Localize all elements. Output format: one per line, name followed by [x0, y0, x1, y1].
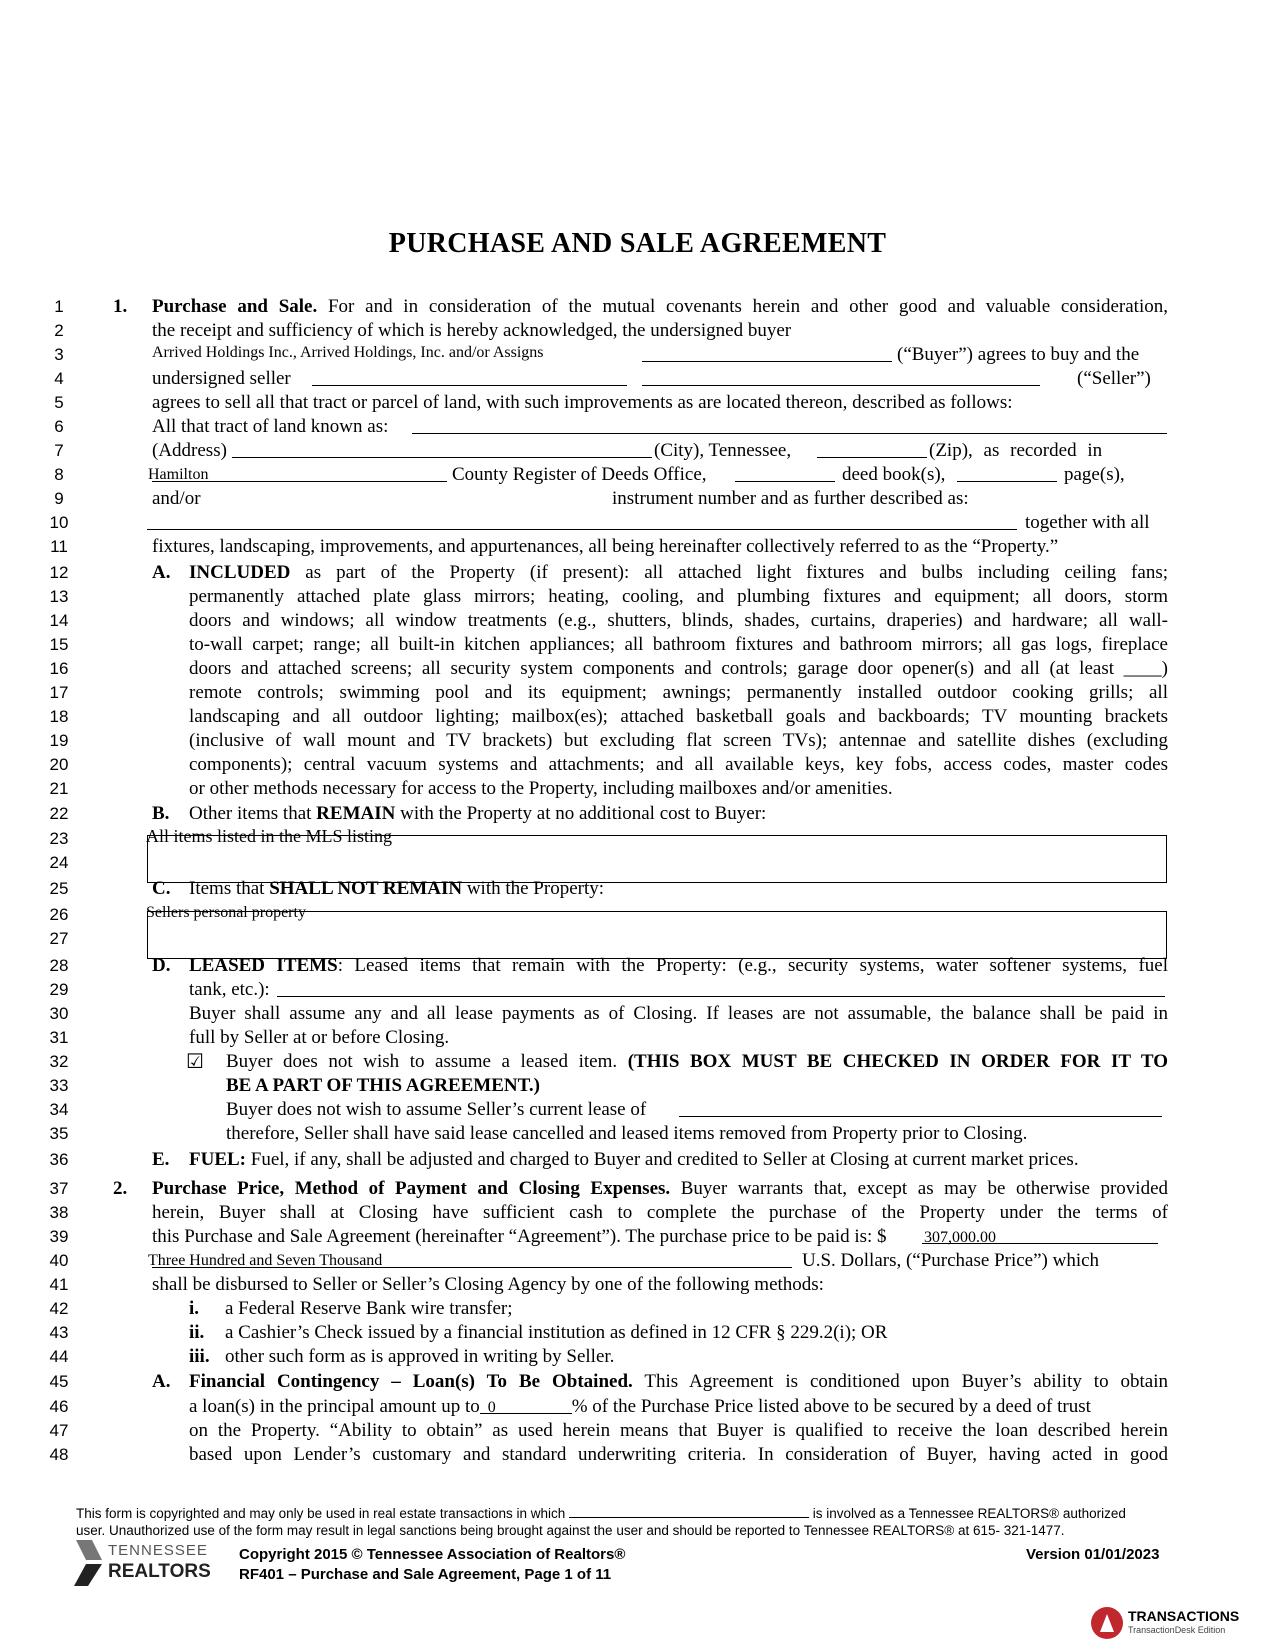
notice-line-2: user. Unauthorized use of the form may result in legal sanctions being brought against the user and should be reported to Tennessee REALTORS® at 615- 321-1477.	[76, 1523, 1065, 1538]
line-number: 8	[54, 465, 64, 484]
line-text: All that tract of land known as:	[152, 416, 389, 437]
line-18	[0, 705, 1275, 729]
line-content	[189, 1443, 1168, 1467]
line-text: (City), Tennessee,	[654, 440, 792, 461]
line-text: therefore, Seller shall have said lease cancelled and leased items removed from Property prior to Closing.	[226, 1123, 1028, 1144]
buyer-name-blank[interactable]	[642, 343, 892, 362]
line-number: 14	[49, 611, 69, 630]
tennessee-realtors-logo	[74, 1540, 214, 1590]
line-content	[152, 535, 1058, 559]
line-38	[0, 1201, 1275, 1225]
line-8	[0, 463, 1275, 487]
line-number: 38	[49, 1203, 69, 1222]
line-32	[0, 1050, 1275, 1074]
section-number: 1.	[113, 296, 128, 317]
line-text: together with all	[1025, 512, 1150, 533]
line-content	[152, 487, 969, 511]
realtors-logo-icon	[74, 1540, 104, 1588]
line-heading: Purchase Price, Method of Payment and Closing Expenses.	[152, 1178, 671, 1199]
line-content	[152, 319, 791, 343]
line-4	[0, 367, 1275, 391]
line-content	[189, 633, 1168, 657]
county-field[interactable]: Hamilton	[148, 466, 209, 483]
remain-items-box[interactable]	[147, 835, 1167, 883]
version-line: Version 01/01/2023	[1026, 1546, 1160, 1563]
line-content	[152, 1148, 1079, 1172]
line-text: (inclusive of wall mount and TV brackets) but excluding flat screen TVs); antennae and satellite dishes (excluding	[189, 730, 1168, 751]
line-text: based upon Lender’s customary and standard underwriting criteria. In consideration of Buyer, having acted in good	[189, 1444, 1168, 1465]
line-number: 21	[49, 779, 69, 798]
transactions-logo-bottom: TransactionDesk Edition	[1128, 1625, 1226, 1635]
line-text: a Federal Reserve Bank wire transfer;	[225, 1298, 513, 1319]
line-15	[0, 633, 1275, 657]
line-content	[189, 1297, 513, 1321]
line-text: permanently attached plate glass mirrors; heating, cooling, and plumbing fixtures and equipment; all doors, storm	[189, 586, 1168, 607]
line-text: deed book(s),	[842, 464, 946, 485]
line-12	[0, 561, 1275, 585]
line-number: 46	[49, 1397, 69, 1416]
line-content	[226, 1122, 1027, 1146]
line-heading: (THIS BOX MUST BE CHECKED IN ORDER FOR IT TO	[627, 1051, 1168, 1072]
line-text: a loan(s) in the principal amount up to	[189, 1396, 480, 1417]
line-number: 35	[49, 1124, 69, 1143]
line-text: other such form as is approved in writing by Seller.	[225, 1346, 615, 1367]
line-text: with the Property at no additional cost to Buyer:	[395, 803, 767, 824]
line-number: 37	[49, 1179, 69, 1198]
line-46	[0, 1395, 1275, 1419]
description-blank[interactable]	[147, 511, 1017, 530]
line-text: as part of the Property (if present): all attached light fixtures and bulbs including ceiling fans;	[290, 562, 1168, 583]
price-words-field[interactable]: Three Hundred and Seven Thousand	[148, 1252, 383, 1269]
line-20	[0, 753, 1275, 777]
line-content	[152, 295, 1168, 319]
line-content	[189, 1395, 1091, 1419]
authorized-user-blank[interactable]	[569, 1505, 809, 1518]
line-text: agrees to sell all that tract or parcel of land, with such improvements as are located thereon, described as follows:	[152, 392, 1013, 413]
line-number: 44	[49, 1347, 69, 1366]
line-content	[189, 609, 1168, 633]
price-words-blank[interactable]	[152, 1249, 792, 1268]
line-text: herein, Buyer shall at Closing have sufficient cash to complete the purchase of the Property under the terms of	[152, 1202, 1168, 1223]
purchase-price-field[interactable]: 307,000.00	[924, 1229, 996, 1246]
item-label: A.	[152, 1371, 171, 1392]
line-number: 20	[49, 755, 69, 774]
line-36	[0, 1148, 1275, 1172]
line-number: 9	[54, 489, 64, 508]
line-content	[152, 1177, 1168, 1201]
line-content	[189, 657, 1168, 681]
city-blank[interactable]	[232, 439, 652, 458]
transactions-logo-top: TRANSACTIONS	[1128, 1608, 1240, 1624]
line-text: on the Property. “Ability to obtain” as used herein means that Buyer is qualified to receive the loan described herein	[189, 1420, 1168, 1441]
line-29	[0, 978, 1275, 1002]
purchase-price-blank[interactable]	[922, 1225, 1158, 1244]
section-number: 2.	[113, 1178, 128, 1199]
line-content	[152, 367, 1151, 391]
line-41	[0, 1273, 1275, 1297]
line-number: 33	[49, 1076, 69, 1095]
line-number: 29	[49, 980, 69, 999]
line-14	[0, 609, 1275, 633]
logo-top-text: TENNESSEE	[108, 1542, 208, 1559]
line-5	[0, 391, 1275, 415]
line-text: full by Seller at or before Closing.	[189, 1027, 450, 1048]
line-19	[0, 729, 1275, 753]
line-number: 41	[49, 1275, 69, 1294]
line-content	[152, 802, 766, 826]
line-text: components); central vacuum systems and attachments; and all available keys, key fobs, access codes, master codes	[189, 754, 1168, 775]
line-number: 16	[49, 659, 69, 678]
line-text: This Agreement is conditioned upon Buyer’s ability to obtain	[632, 1371, 1169, 1392]
form-page-line: RF401 – Purchase and Sale Agreement, Page 1 of 11	[239, 1566, 612, 1583]
line-16	[0, 657, 1275, 681]
county-blank[interactable]	[152, 463, 447, 482]
line-number: 22	[49, 804, 69, 823]
line-17	[0, 681, 1275, 705]
line-heading: INCLUDED	[189, 562, 291, 583]
line-text: to-wall carpet; range; all built-in kitchen appliances; all bathroom fixtures and bathroom mirrors; all gas logs, fireplace	[189, 634, 1168, 655]
line-content	[152, 415, 388, 439]
line-48	[0, 1443, 1275, 1467]
line-number: 17	[49, 683, 69, 702]
line-content	[152, 1273, 824, 1297]
line-text: the receipt and sufficiency of which is hereby acknowledged, the undersigned buyer	[152, 320, 792, 341]
current-lease-blank[interactable]	[679, 1098, 1162, 1117]
line-39	[0, 1225, 1275, 1249]
line-text: landscaping and all outdoor lighting; mailbox(es); attached basketball goals and backboards; TV mounting brackets	[189, 706, 1168, 727]
excluded-items-field[interactable]: Sellers personal property	[146, 904, 306, 921]
line-content	[189, 777, 893, 801]
line-content	[189, 729, 1168, 753]
line-9	[0, 487, 1275, 511]
line-21	[0, 777, 1275, 801]
remain-items-field[interactable]: All items listed in the MLS listing	[146, 826, 393, 846]
line-number: 10	[49, 513, 69, 532]
line-text: shall be disbursed to Seller or Seller’s Closing Agency by one of the following methods:	[152, 1274, 824, 1295]
copyright-line: Copyright 2015 © Tennessee Association of Realtors®	[239, 1546, 626, 1563]
line-heading: LEASED ITEMS	[189, 955, 338, 976]
line-number: 24	[49, 853, 69, 872]
line-40	[0, 1249, 1275, 1273]
line-text: Buyer shall assume any and all lease payments as of Closing. If leases are not assumable, the balance shall be paid in	[189, 1003, 1168, 1024]
line-47	[0, 1419, 1275, 1443]
line-11	[0, 535, 1275, 559]
line-text: doors and attached screens; all security system components and controls; garage door opener(s) and all (at least ____)	[189, 658, 1168, 679]
logo-bottom-text: REALTORS	[108, 1561, 211, 1582]
line-heading: Financial Contingency – Loan(s) To Be Obtained.	[189, 1371, 633, 1392]
transactions-logo	[1090, 1606, 1250, 1642]
line-content	[189, 753, 1168, 777]
line-number: 2	[54, 321, 64, 340]
line-number: 27	[49, 929, 69, 948]
line-content	[189, 978, 270, 1002]
seller-name-blank[interactable]	[312, 367, 627, 386]
line-text: with the Property:	[462, 878, 605, 899]
line-number: 4	[54, 369, 64, 388]
line-number: 1	[54, 297, 64, 316]
line-content	[152, 391, 1013, 415]
line-7	[0, 439, 1275, 463]
line-number: 15	[49, 635, 69, 654]
item-label: B.	[152, 803, 170, 824]
property-address-blank[interactable]	[412, 415, 1167, 434]
line-content	[152, 1370, 1168, 1394]
line-number: 31	[49, 1028, 69, 1047]
deed-book-blank[interactable]	[735, 463, 835, 482]
line-heading: SHALL NOT REMAIN	[269, 878, 463, 899]
line-44	[0, 1345, 1275, 1369]
line-heading: FUEL:	[189, 1149, 246, 1170]
line-number: 30	[49, 1004, 69, 1023]
line-text: % of the Purchase Price listed above to be secured by a deed of trust	[571, 1396, 1091, 1417]
line-6	[0, 415, 1275, 439]
line-content	[189, 1419, 1168, 1443]
line-number: 32	[49, 1052, 69, 1071]
line-text: (“Buyer”) agrees to buy and the	[897, 344, 1140, 365]
line-content	[189, 705, 1168, 729]
line-number: 7	[54, 441, 64, 460]
line-30	[0, 1002, 1275, 1026]
line-37	[0, 1177, 1275, 1201]
line-text: a Cashier’s Check issued by a financial institution as defined in 12 CFR § 229.2(i); OR	[225, 1322, 888, 1343]
line-33	[0, 1074, 1275, 1098]
item-label: C.	[152, 878, 171, 899]
line-number: 39	[49, 1227, 69, 1246]
line-number: 43	[49, 1323, 69, 1342]
line-content	[189, 1321, 887, 1345]
item-label: iii.	[189, 1346, 210, 1367]
line-content	[152, 439, 1103, 463]
copyright-notice	[76, 1505, 1206, 1539]
item-label: E.	[152, 1149, 170, 1170]
line-number: 28	[49, 956, 69, 975]
item-label: i.	[189, 1298, 200, 1319]
item-label: ii.	[189, 1322, 205, 1343]
line-number: 11	[50, 537, 68, 556]
line-number: 5	[54, 393, 64, 412]
line-content	[189, 585, 1168, 609]
line-1	[0, 295, 1275, 319]
line-heading: REMAIN	[316, 803, 396, 824]
line-text: Buyer warrants that, except as may be otherwise provided	[670, 1178, 1168, 1199]
line-43	[0, 1321, 1275, 1345]
item-label: D.	[152, 955, 171, 976]
line-text: fixtures, landscaping, improvements, and appurtenances, all being hereinafter collectively referred to as the “Property.”	[152, 536, 1059, 557]
line-31	[0, 1026, 1275, 1050]
line-content	[152, 1225, 996, 1249]
line-number: 26	[49, 905, 69, 924]
line-42	[0, 1297, 1275, 1321]
line-number: 40	[49, 1251, 69, 1270]
leased-items-blank[interactable]	[277, 978, 1165, 997]
line-text: instrument number and as further described as:	[612, 488, 969, 509]
line-number: 3	[54, 345, 64, 364]
line-content	[189, 1002, 1168, 1026]
line-22	[0, 802, 1275, 826]
line-number: 12	[49, 563, 69, 582]
line-text: (Zip), as recorded in	[929, 440, 1103, 461]
line-number: 23	[49, 829, 69, 848]
line-text: Buyer does not wish to assume Seller’s current lease of	[226, 1099, 647, 1120]
line-content	[152, 1201, 1168, 1225]
notice-line-1b: is involved as a Tennessee REALTORS® authorized	[812, 1506, 1126, 1521]
line-content	[189, 1026, 449, 1050]
line-34	[0, 1098, 1275, 1122]
line-text: Items that	[189, 878, 270, 899]
line-content	[226, 1074, 540, 1098]
checkbox-checked-icon[interactable]: ☑	[186, 1051, 204, 1073]
line-content	[152, 561, 1168, 585]
line-text: undersigned seller	[152, 368, 291, 389]
line-text: (“Seller”)	[1077, 368, 1151, 389]
line-text: doors and windows; all window treatments (e.g., shutters, blinds, shades, curtains, draperies) and hardware; all wall-	[189, 610, 1168, 631]
line-content	[186, 1050, 1168, 1074]
line-text: Other items that	[189, 803, 317, 824]
line-text: or other methods necessary for access to the Property, including mailboxes and/or amenities.	[189, 778, 893, 799]
line-text: County Register of Deeds Office,	[452, 464, 707, 485]
seller-name-blank-2[interactable]	[642, 367, 1040, 386]
line-number: 6	[54, 417, 64, 436]
line-content	[189, 1345, 614, 1369]
line-number: 34	[49, 1100, 69, 1119]
line-text: remote controls; swimming pool and its equipment; awnings; permanently installed outdoor cooking grills; all	[189, 682, 1168, 703]
line-35	[0, 1122, 1275, 1146]
line-number: 36	[49, 1150, 69, 1169]
page-title: PURCHASE AND SALE AGREEMENT	[388, 228, 887, 259]
line-text: (Address)	[152, 440, 227, 461]
excluded-items-box[interactable]	[147, 911, 1167, 959]
line-text: For and in consideration of the mutual covenants herein and other good and valuable consideration,	[317, 296, 1168, 317]
line-text: tank, etc.):	[189, 979, 270, 1000]
line-text: this Purchase and Sale Agreement (hereinafter “Agreement”). The purchase price to be paid is: $	[152, 1226, 887, 1247]
line-3	[0, 343, 1275, 367]
notice-line-1a: This form is copyrighted and may only be used in real estate transactions in which	[76, 1506, 566, 1521]
line-text: and/or	[152, 488, 201, 509]
line-text: Fuel, if any, shall be adjusted and charged to Buyer and credited to Seller at Closing at current market prices.	[246, 1149, 1079, 1170]
line-content	[189, 681, 1168, 705]
line-text: U.S. Dollars, (“Purchase Price”) which	[802, 1250, 1100, 1271]
line-number: 13	[49, 587, 69, 606]
line-text: : Leased items that remain with the Property: (e.g., security systems, water softener systems, fuel	[337, 955, 1168, 976]
loan-percent-field[interactable]: 0	[480, 1396, 572, 1414]
line-number: 42	[49, 1299, 69, 1318]
line-text: Buyer does not wish to assume a leased item.	[226, 1051, 628, 1072]
buyer-name-field[interactable]: Arrived Holdings Inc., Arrived Holdings, Inc. and/or Assigns	[152, 344, 544, 361]
line-content	[226, 1098, 646, 1122]
item-label: A.	[152, 562, 171, 583]
line-number: 19	[49, 731, 69, 750]
line-number: 45	[49, 1372, 69, 1391]
transactions-logo-icon	[1090, 1606, 1124, 1640]
line-2	[0, 319, 1275, 343]
line-heading: BE A PART OF THIS AGREEMENT.)	[226, 1075, 540, 1096]
line-number: 47	[49, 1421, 69, 1440]
line-text: page(s),	[1064, 464, 1125, 485]
line-number: 48	[49, 1445, 69, 1464]
line-10	[0, 511, 1275, 535]
line-number: 25	[49, 879, 69, 898]
line-number: 18	[49, 707, 69, 726]
line-heading: Purchase and Sale.	[152, 296, 318, 317]
line-45	[0, 1370, 1275, 1394]
page-blank[interactable]	[957, 463, 1057, 482]
line-13	[0, 585, 1275, 609]
zip-blank[interactable]	[817, 439, 927, 458]
